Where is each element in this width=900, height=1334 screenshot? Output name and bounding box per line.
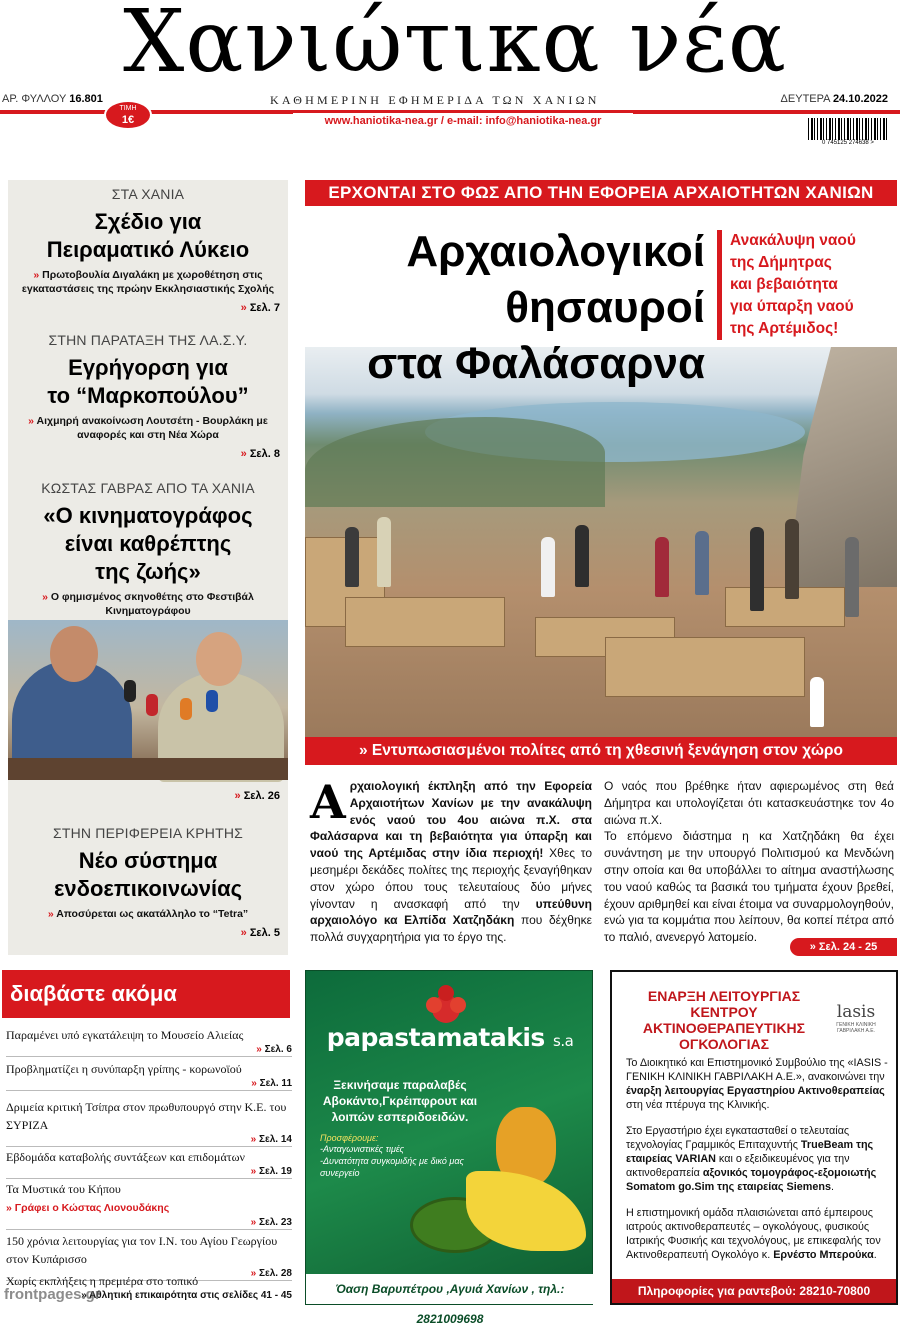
ad-title: ΕΝΑΡΞΗ ΛΕΙΤΟΥΡΓΙΑΣ ΚΕΝΤΡΟΥ ΑΚΤΙΝΟΘΕΡΑΠΕΥΤΙΚΗΣ ΟΓΚΟΛΟΓΙΑΣ <box>642 988 806 1052</box>
body-text: Χθες το μεσημέρι δεκάδες πολίτες της περιοχής ξεναγήθηκαν στον χώρο όπου τους τελευταίους δύο μήνες γίνονταν η ανασκαφή από την <box>310 846 592 911</box>
barcode-bars <box>808 118 888 140</box>
main-story-column-2 <box>604 778 894 946</box>
left-column <box>8 180 288 955</box>
item-page-ref: » Σελ. 11 <box>251 1078 292 1089</box>
headline-line: Νέο σύστημα <box>78 848 218 873</box>
item-page-ref: » Σελ. 19 <box>250 1166 292 1177</box>
price-badge <box>104 100 152 130</box>
story-headline[interactable] <box>8 502 288 586</box>
story-headline[interactable] <box>8 847 288 903</box>
photo-cliff <box>787 347 897 587</box>
item-page-ref: » Σελ. 14 <box>250 1134 292 1145</box>
ad-main-text: Ξεκινήσαμε παραλαβές Αβοκάντο,Γκρέιπφρουτ και λοιπών εσπεριδοειδών. <box>322 1078 478 1124</box>
offer-item: -Ανταγωνιστικές τιμές <box>320 1144 404 1154</box>
ruin-block <box>345 597 505 647</box>
read-more-item[interactable] <box>6 1180 292 1230</box>
left-story-3[interactable] <box>8 480 288 618</box>
brand-suffix: s.a <box>553 1032 574 1050</box>
left-story-1[interactable] <box>8 186 288 314</box>
headline-line: Αρχαιολογικοί <box>406 227 705 276</box>
left-story-2[interactable] <box>8 332 288 460</box>
item-page-ref: » Σελ. 6 <box>256 1044 292 1055</box>
headline-line: ενδοεπικοινωνίας <box>53 876 243 901</box>
main-story-column-1 <box>310 775 592 946</box>
headline-line: «Ο κινηματογράφος <box>43 503 253 528</box>
read-more-item[interactable] <box>6 1148 292 1179</box>
visitor <box>810 677 824 727</box>
main-page-reference[interactable]: » Σελ. 24 - 25 <box>790 938 897 956</box>
read-more-item[interactable] <box>6 1098 292 1147</box>
newspaper-title[interactable]: Χανιώτικα νέα <box>123 0 787 92</box>
visitor <box>575 525 589 587</box>
body-text: που δέχθηκε πολλά συγχαρητήρια για το έργο της. <box>310 913 592 945</box>
main-story-kicker: ΕΡΧΟΝΤΑΙ ΣΤΟ ΦΩΣ ΑΠΟ ΤΗΝ ΕΦΟΡΕΙΑ ΑΡΧΑΙΟΤΗΤΩΝ ΧΑΝΙΩΝ <box>305 180 897 206</box>
visitor <box>345 527 359 587</box>
drop-cap: Α <box>310 775 346 829</box>
headline-line: Σχέδιο για <box>94 209 202 234</box>
barcode-number: 0 745125 274638 > <box>822 140 874 146</box>
visitor <box>655 537 669 597</box>
issue-number <box>2 93 103 105</box>
story-summary: » Αιχμηρή ανακοίνωση Λουτσέτη - Βουρλάκη με αναφορές και στη Νέα Χώρα <box>28 415 268 441</box>
headline-line: στα Φαλάσαρνα <box>367 339 705 388</box>
read-more-box <box>0 968 296 1310</box>
ad-paragraph: Στο Εργαστήριο έχει εγκατασταθεί ο τελευταίας τεχνολογίας Γραμμικός Επιταχυντής TrueBeam της εταιρείας VARIAN και ο εξειδικευμένος για την ακτινοθεραπεία αξονικός τομογράφος-εξομοιωτής Somatom go.Sim της εταιρείας Siemens. <box>626 1125 877 1193</box>
papastamatakis-logo <box>318 1023 582 1052</box>
subheadline-line: Ανακάλυψη ναού <box>730 232 856 249</box>
issue-date <box>781 93 888 105</box>
visitor <box>785 519 799 599</box>
left-story-4[interactable] <box>8 825 288 939</box>
iasis-advertisement[interactable] <box>610 970 898 1305</box>
story-kicker: ΣΤΗΝ ΠΕΡΙΦΕΡΕΙΑ ΚΡΗΤΗΣ <box>52 825 244 841</box>
item-text: 150 χρόνια λειτουργίας για τον Ι.Ν. του Αγίου Γεωργίου στον Κυπάρισσο <box>6 1234 278 1266</box>
story-summary: » Πρωτοβουλία Διγαλάκη με χωροθέτηση στις εγκαταστάσεις της πρώην Εκκλησιαστικής Σχολής <box>21 269 275 295</box>
item-page-ref: » Σελ. 28 <box>250 1268 292 1279</box>
person-right-head <box>196 632 242 686</box>
story-kicker: ΣΤΗΝ ΠΑΡΑΤΑΞΗ ΤΗΣ ΛΑ.Σ.Υ. <box>48 332 248 348</box>
item-text: Εβδομάδα καταβολής συντάξεων και επιδομάτων <box>6 1150 245 1164</box>
page-reference[interactable]: » Σελ. 26 <box>234 790 280 802</box>
ad-copy <box>320 1077 500 1179</box>
story-kicker: ΚΩΣΤΑΣ ΓΑΒΡΑΣ ΑΠΟ ΤΑ ΧΑΝΙΑ <box>41 480 255 496</box>
main-subheadline <box>717 230 897 340</box>
papastamatakis-advertisement[interactable] <box>305 970 593 1326</box>
headline-line: θησαυροί <box>505 283 705 332</box>
story-summary: » Ο φημισμένος σκηνοθέτης στο Φεστιβάλ Κινηματογράφου <box>42 591 254 617</box>
logo-subtitle: ΓΕΝΙΚΗ ΚΛΙΝΙΚΗ ΓΑΒΡΙΛΑΚΗ Α.Ε. <box>836 1022 876 1034</box>
press-table <box>8 758 288 780</box>
logo-name: lasis <box>836 1002 876 1022</box>
headline-line: Πειραματικό Λύκειο <box>46 237 250 262</box>
read-more-item[interactable] <box>6 1026 292 1057</box>
masthead <box>0 0 900 146</box>
lead-paragraph: ρχαιολογική έκπληξη από την Εφορεία Αρχαιοτήτων Χανίων με την ανακάλυψη ενός ναού του 4ου αιώνα π.Χ. στα Φαλάσαρνα και τη βεβαιότητα για ύπαρξη και ναού της Αρτέμιδας στην ίδια περιοχή! <box>310 779 592 861</box>
barcode <box>808 118 888 148</box>
offer-item: -Δυνατότητα συγκομιδής με δικό μας συνεργείο <box>320 1156 464 1178</box>
brand-name: papastamatakis <box>326 1023 545 1052</box>
story-kicker: ΣΤΑ ΧΑΝΙΑ <box>111 186 185 202</box>
issue-day: ΔΕΥΤΕΡΑ <box>780 93 830 105</box>
issue-label: ΑΡ. ΦΥΛΛΟΥ <box>2 93 67 105</box>
story-headline[interactable] <box>8 354 288 410</box>
page-reference[interactable]: » Σελ. 5 <box>240 927 280 939</box>
body-paragraph: Το επόμενο διάστημα η κα Χατζηδάκη θα έχει συνάντηση με την υπουργό Πολιτισμού κα Μενδώνη στην οποία και θα υποβάλλει το αίτημα αναστήλωσης του ναού καθώς τα βασικά του τμήματα έχουν βρεθεί, έχουν αριθμηθεί και είναι έτοιμα να συναρμολογηθούν, ενώ για τα κομμάτια που λείπουν, θα κοπεί πέτρα από το παλιό, ανενεργό λατομείο. <box>604 829 894 945</box>
story-headline[interactable] <box>8 208 288 264</box>
falasarna-excavation-photo[interactable] <box>305 347 897 737</box>
ad-body <box>626 1056 888 1274</box>
item-text: Δριμεία κριτική Τσίπρα στον πρωθυπουργό στην Κ.Ε. του ΣΥΡΙΖΑ <box>6 1100 287 1132</box>
appointment-phone[interactable]: Πληροφορίες για ραντεβού: 28210-70800 <box>612 1279 896 1303</box>
story-summary: » Αποσύρεται ως ακατάλληλο το “Tetra” <box>47 908 249 920</box>
person-left-head <box>50 626 98 682</box>
issue-value: 16.801 <box>69 93 103 105</box>
headline-line: το “Μαρκοπούλου” <box>47 383 249 408</box>
photo-hill <box>305 417 605 507</box>
body-paragraph: Ο ναός που βρέθηκε ήταν αφιερωμένος στη θεά Δήμητρα και υπολογίζεται ότι κατασκευάστηκε τον 4ο αιώνα π.Χ. <box>604 779 894 827</box>
subheadline-line: της Αρτέμιδος! <box>730 320 839 337</box>
headline-line: Εγρήγορση για <box>68 355 228 380</box>
visitor <box>845 537 859 617</box>
subheadline-line: της Δήμητρας <box>730 254 832 271</box>
item-page-ref: » Σελ. 23 <box>250 1217 292 1228</box>
visitor <box>541 537 555 597</box>
photo-caption: » Εντυπωσιασμένοι πολίτες από τη χθεσινή ξενάγηση στον χώρο <box>305 737 897 765</box>
page-reference[interactable]: » Σελ. 7 <box>240 302 280 314</box>
visitor <box>695 531 709 595</box>
price-label: ΤΙΜΗ <box>119 105 137 112</box>
iasis-logo <box>822 1002 890 1034</box>
issue-date-value: 24.10.2022 <box>832 93 888 105</box>
microphone <box>146 694 158 716</box>
ad-paragraph: Το Διοικητικό και Επιστημονικό Συμβούλιο της «IASIS - ΓΕΝΙΚΗ ΚΛΙΝΙΚΗ ΓΑΒΡΙΛΑΚΗ Α.Ε.», ανακοινώνει την έναρξη λειτουργίας Εργαστηρίου Ακτινοθεραπείας στη νέα πτέρυγα της Κλινικής. <box>626 1057 888 1111</box>
visitor <box>377 517 391 587</box>
subheadline-line: για ύπαρξη ναού <box>730 298 854 315</box>
microphone <box>180 698 192 720</box>
subheadline-line: και βεβαιότητα <box>730 276 838 293</box>
read-more-title: διαβάστε ακόμα <box>2 970 290 1018</box>
price-value: 1€ <box>121 114 135 126</box>
body-bold: υπεύθυνη αρχαιολόγο κα Ελπίδα Χατζηδάκη <box>310 896 592 928</box>
gavras-press-photo[interactable] <box>8 620 288 780</box>
item-page-ref: » Αθλητική επικαιρότητα στις σελίδες 41 - 45 <box>81 1290 292 1301</box>
headline-line: της ζωής» <box>95 559 201 584</box>
tagline: ΚΑΘΗΜΕΡΙΝΗ ΕΦΗΜΕΡΙΔΑ ΤΩΝ ΧΑΝΙΩΝ <box>270 93 600 107</box>
source-watermark: frontpages.gr <box>4 1286 101 1303</box>
offer-title: Προσφέρουμε: <box>320 1133 379 1143</box>
read-more-item[interactable] <box>6 1060 292 1091</box>
ad-paragraph: Η επιστημονική ομάδα πλαισιώνεται από έμπειρους ιατρούς ακτινοθεραπευτές – ογκολόγους, φυσικούς Ιατρικής Φυσικής και τεχνολόγους, με επικεφαλής τον Ακτινοθεραπευτή Ογκολόγο κ. Ερνέστο Μπερούκα. <box>626 1207 881 1261</box>
item-text: Προβληματίζει η συνύπαρξη γρίπης - κορωνοϊού <box>6 1062 242 1076</box>
item-author: » Γράφει ο Κώστας Λιονουδάκης <box>6 1202 170 1214</box>
microphone <box>206 690 218 712</box>
visitor <box>750 527 764 611</box>
contact-links[interactable]: www.haniotika-nea.gr / e-mail: info@haniotika-nea.gr <box>293 113 633 129</box>
main-headline[interactable] <box>310 224 705 392</box>
ad-footer: Όαση Βαρυπέτρου ,Αγυιά Χανίων , τηλ.: 2821009698 <box>306 1274 594 1304</box>
item-text: Παραμένει υπό εγκατάλειψη το Μουσείο Αλιείας <box>6 1028 244 1042</box>
microphone <box>124 680 136 702</box>
berry-icon <box>416 979 476 1023</box>
item-text: Χωρίς εκπλήξεις η πρεμιέρα στο τοπικό <box>6 1274 199 1288</box>
item-text: Τα Μυστικά του Κήπου <box>6 1182 121 1196</box>
ruin-block <box>605 637 805 697</box>
headline-line: είναι καθρέπτης <box>64 531 232 556</box>
page-reference[interactable]: » Σελ. 8 <box>240 448 280 460</box>
